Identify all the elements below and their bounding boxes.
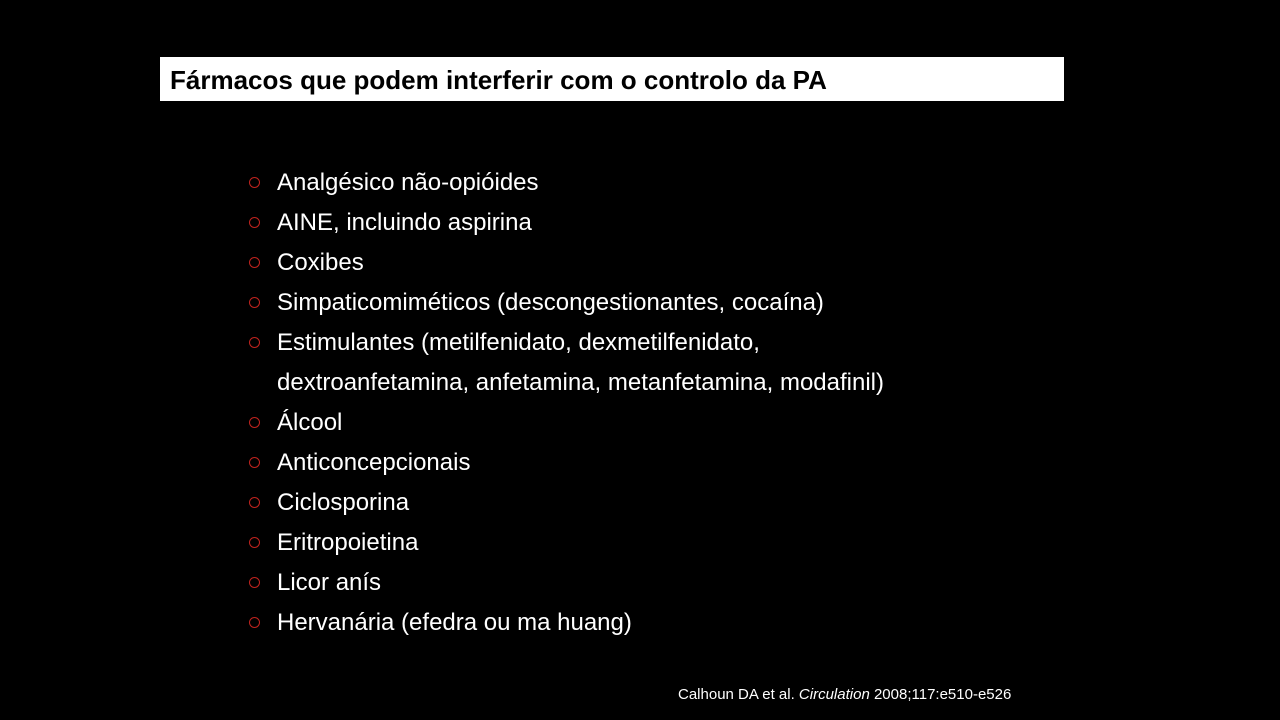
slide-title: Fármacos que podem interferir com o controlo da PA (170, 65, 827, 95)
citation-journal: Circulation (798, 686, 870, 703)
list-item-text: Simpaticomiméticos (descongestionantes, cocaína) (277, 289, 824, 316)
title-box (160, 57, 1064, 101)
list-item-text: Anticoncepcionais (277, 449, 471, 476)
list-item (246, 603, 884, 643)
citation-reference: 2008;117:e510-e526 (873, 686, 1012, 703)
list-item (246, 323, 884, 403)
list-item (246, 563, 884, 603)
list-item-text: Analgésico não-opióides (277, 169, 539, 196)
circle-bullet-icon (249, 177, 260, 188)
list-item (246, 403, 884, 443)
list-item-text: Álcool (277, 409, 343, 436)
list-item-text: AINE, incluindo aspirina (277, 209, 532, 236)
list-item (246, 443, 884, 483)
circle-bullet-icon (249, 257, 260, 268)
list-item-text: Ciclosporina (277, 489, 410, 516)
list-item (246, 523, 884, 563)
drug-list (246, 163, 884, 643)
citation (678, 686, 1011, 704)
list-item-text: Coxibes (277, 249, 364, 276)
list-item-text: Estimulantes (metilfenidato, dexmetilfenidato, (277, 329, 760, 356)
circle-bullet-icon (249, 337, 260, 348)
list-item-text-continuation: dextroanfetamina, anfetamina, metanfetamina, modafinil) (277, 369, 884, 396)
circle-bullet-icon (249, 457, 260, 468)
circle-bullet-icon (249, 537, 260, 548)
circle-bullet-icon (249, 497, 260, 508)
circle-bullet-icon (249, 577, 260, 588)
list-item (246, 203, 884, 243)
citation-authors: Calhoun DA et al. (678, 686, 795, 703)
list-item-text: Hervanária (efedra ou ma huang) (277, 609, 632, 636)
circle-bullet-icon (249, 617, 260, 628)
list-item (246, 483, 884, 523)
list-item-text: Eritropoietina (277, 529, 419, 556)
circle-bullet-icon (249, 217, 260, 228)
list-item (246, 243, 884, 283)
list-item (246, 163, 884, 203)
list-item-text: Licor anís (277, 569, 382, 596)
list-item (246, 283, 884, 323)
circle-bullet-icon (249, 417, 260, 428)
circle-bullet-icon (249, 297, 260, 308)
